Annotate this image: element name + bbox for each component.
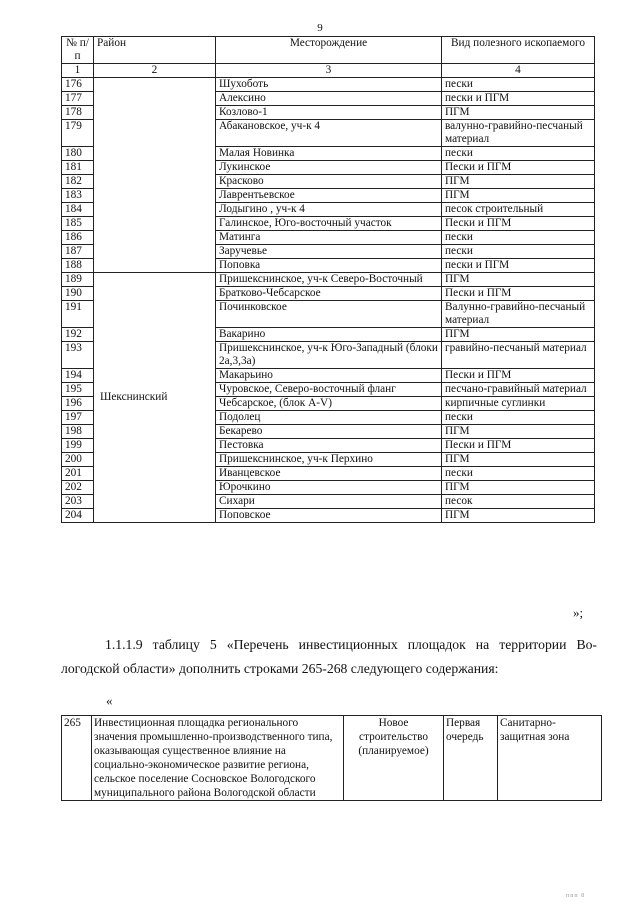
- row-number: 185: [62, 217, 94, 231]
- deposit-name: Чуровское, Северо-восточный фланг: [216, 383, 442, 397]
- row-number: 183: [62, 189, 94, 203]
- deposit-name: Пришекснинское, уч-к Перхино: [216, 453, 442, 467]
- header-deposit: Месторождение: [216, 37, 442, 64]
- row-number: 201: [62, 467, 94, 481]
- paragraph-line-1: 1.1.1.9 таблицу 5 «Перечень инвестиционных площадок на территории Во-: [105, 637, 597, 652]
- row-number: 198: [62, 425, 94, 439]
- deposit-name: Пришекснинское, уч-к Юго-Западный (блоки 2а,3,3а): [216, 342, 442, 369]
- invest-num: 265: [62, 716, 92, 801]
- header-district: Район: [94, 37, 216, 64]
- row-number: 194: [62, 369, 94, 383]
- deposit-name: Сихари: [216, 495, 442, 509]
- deposit-name: Галинское, Юго-восточный участок: [216, 217, 442, 231]
- district-cell: Шекснинский: [94, 273, 216, 523]
- footer-mark: ппп 8: [566, 893, 586, 899]
- index-cell: 1: [62, 64, 94, 78]
- row-number: 178: [62, 106, 94, 120]
- deposit-name: Матинга: [216, 231, 442, 245]
- deposit-name: Козлово-1: [216, 106, 442, 120]
- deposit-name: Абакановское, уч-к 4: [216, 120, 442, 147]
- row-number: 179: [62, 120, 94, 147]
- mineral-type: Пески и ПГМ: [442, 439, 595, 453]
- amendment-paragraph: [61, 633, 597, 681]
- deposit-name: Алексино: [216, 92, 442, 106]
- table-row: [62, 273, 595, 287]
- deposit-name: Бекарево: [216, 425, 442, 439]
- deposit-name: Макарьино: [216, 369, 442, 383]
- header-row: [62, 37, 595, 64]
- header-mineral: Вид полезного ископаемого: [442, 37, 595, 64]
- deposit-name: Починковское: [216, 301, 442, 328]
- deposit-name: Заручевье: [216, 245, 442, 259]
- mineral-type: ПГМ: [442, 425, 595, 439]
- row-number: 186: [62, 231, 94, 245]
- deposit-name: Подолец: [216, 411, 442, 425]
- opening-quote: «: [106, 693, 113, 708]
- mineral-type: песок: [442, 495, 595, 509]
- row-number: 199: [62, 439, 94, 453]
- page-number: 9: [317, 22, 323, 34]
- mineral-type: Пески и ПГМ: [442, 287, 595, 301]
- row-number: 189: [62, 273, 94, 287]
- deposit-name: Шухоботь: [216, 78, 442, 92]
- row-number: 176: [62, 78, 94, 92]
- district-cell-blank: [94, 78, 216, 273]
- mineral-type: ПГМ: [442, 175, 595, 189]
- deposits-table: [61, 36, 595, 523]
- row-number: 196: [62, 397, 94, 411]
- investment-table: [61, 715, 602, 801]
- row-number: 182: [62, 175, 94, 189]
- deposit-name: Лукинское: [216, 161, 442, 175]
- deposit-name: Братково-Чебсарское: [216, 287, 442, 301]
- mineral-type: пески: [442, 245, 595, 259]
- invest-construction: Новое строительство (планируемое): [344, 716, 444, 801]
- row-number: 181: [62, 161, 94, 175]
- table-row: [62, 716, 602, 801]
- row-number: 180: [62, 147, 94, 161]
- row-number: 197: [62, 411, 94, 425]
- deposit-name: Малая Новинка: [216, 147, 442, 161]
- index-cell: 4: [442, 64, 595, 78]
- mineral-type: ПГМ: [442, 481, 595, 495]
- mineral-type: ПГМ: [442, 453, 595, 467]
- paragraph-line-2: логодской области» дополнить строками 265-268 следующего содержания:: [61, 661, 499, 676]
- mineral-type: ПГМ: [442, 273, 595, 287]
- mineral-type: пески: [442, 78, 595, 92]
- mineral-type: гравийно-песчаный материал: [442, 342, 595, 369]
- mineral-type: Пески и ПГМ: [442, 161, 595, 175]
- deposit-name: Поповка: [216, 259, 442, 273]
- mineral-type: ПГМ: [442, 106, 595, 120]
- row-number: 195: [62, 383, 94, 397]
- deposit-name: Красково: [216, 175, 442, 189]
- mineral-type: пески: [442, 147, 595, 161]
- table-row: [62, 78, 595, 92]
- row-number: 188: [62, 259, 94, 273]
- row-number: 204: [62, 509, 94, 523]
- index-row: [62, 64, 595, 78]
- closing-quote: »;: [573, 605, 584, 620]
- index-cell: 2: [94, 64, 216, 78]
- mineral-type: пески: [442, 467, 595, 481]
- deposit-name: Поповское: [216, 509, 442, 523]
- deposit-name: Чебсарское, (блок А-V): [216, 397, 442, 411]
- mineral-type: песок строительный: [442, 203, 595, 217]
- deposit-name: Лаврентьевское: [216, 189, 442, 203]
- mineral-type: Пески и ПГМ: [442, 217, 595, 231]
- row-number: 192: [62, 328, 94, 342]
- row-number: 184: [62, 203, 94, 217]
- row-number: 202: [62, 481, 94, 495]
- mineral-type: Пески и ПГМ: [442, 369, 595, 383]
- mineral-type: песчано-гравийный материал: [442, 383, 595, 397]
- index-cell: 3: [216, 64, 442, 78]
- deposit-name: Лодыгино , уч-к 4: [216, 203, 442, 217]
- mineral-type: валунно-гравийно-песчаный материал: [442, 120, 595, 147]
- mineral-type: кирпичные суглинки: [442, 397, 595, 411]
- row-number: 177: [62, 92, 94, 106]
- row-number: 203: [62, 495, 94, 509]
- invest-queue: Первая очередь: [444, 716, 498, 801]
- mineral-type: ПГМ: [442, 509, 595, 523]
- deposit-name: Вакарино: [216, 328, 442, 342]
- deposit-name: Пестовка: [216, 439, 442, 453]
- row-number: 200: [62, 453, 94, 467]
- mineral-type: ПГМ: [442, 328, 595, 342]
- mineral-type: пески и ПГМ: [442, 259, 595, 273]
- header-num: № п/п: [62, 37, 94, 64]
- mineral-type: Валунно-гравийно-песчаный материал: [442, 301, 595, 328]
- mineral-type: пески: [442, 411, 595, 425]
- deposit-name: Юрочкино: [216, 481, 442, 495]
- invest-zone: Санитарно-защитная зона: [498, 716, 602, 801]
- deposit-name: Пришекснинское, уч-к Северо-Восточный: [216, 273, 442, 287]
- row-number: 190: [62, 287, 94, 301]
- row-number: 193: [62, 342, 94, 369]
- mineral-type: пески и ПГМ: [442, 92, 595, 106]
- row-number: 191: [62, 301, 94, 328]
- row-number: 187: [62, 245, 94, 259]
- mineral-type: пески: [442, 231, 595, 245]
- mineral-type: ПГМ: [442, 189, 595, 203]
- invest-name: Инвестиционная площадка регионального значения промышленно-производственного типа, оказывающая существенное влияние на социально-экономическое развитие региона, сельское поселение Сосновское Вологодского муниципального района Вологодской области: [92, 716, 344, 801]
- deposit-name: Иванцевское: [216, 467, 442, 481]
